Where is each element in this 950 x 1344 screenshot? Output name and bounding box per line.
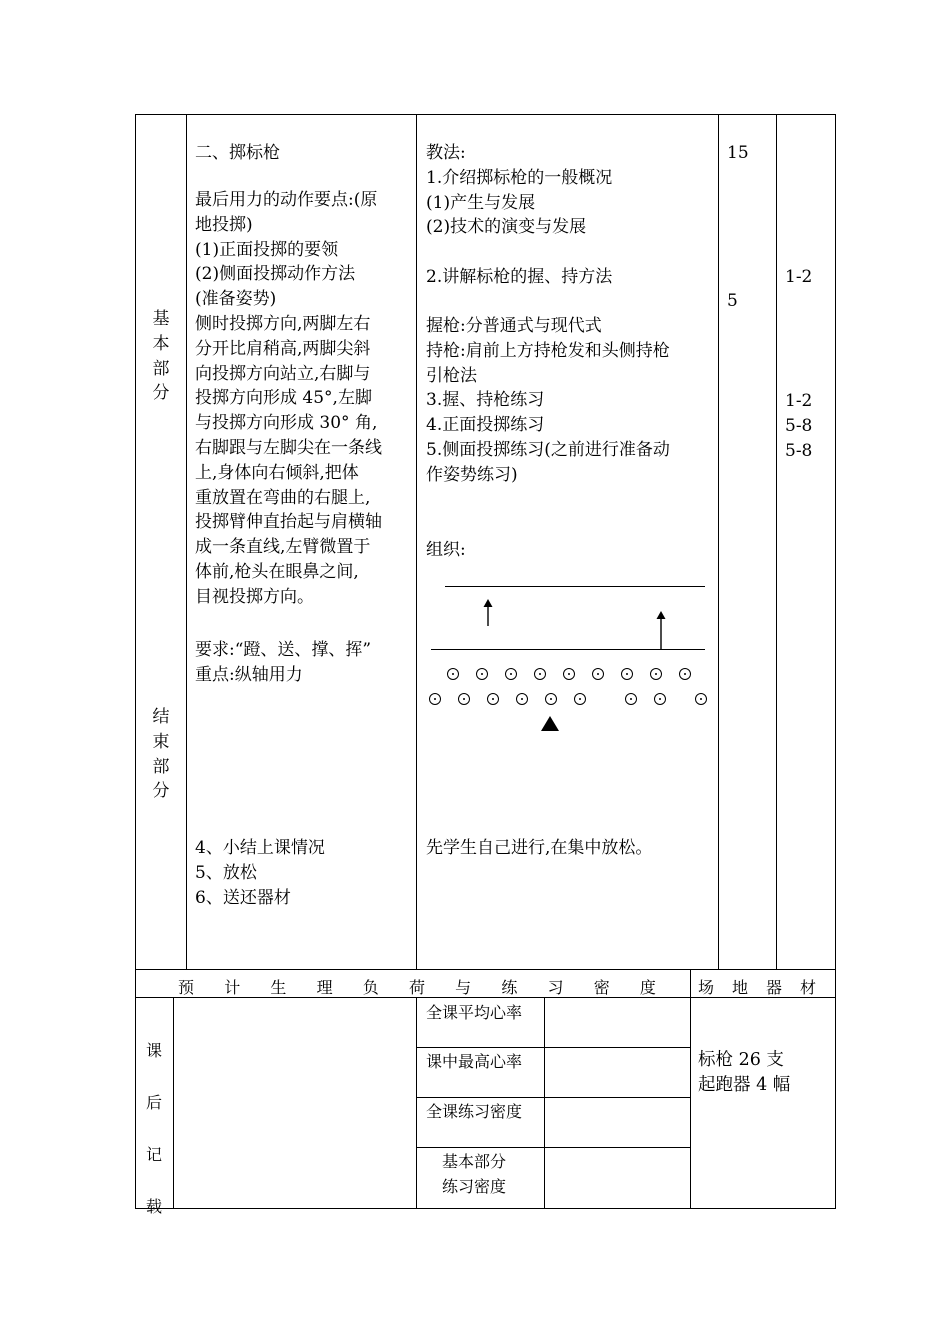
content-body: 最后用力的动作要点:(原 地投掷) (1)正面投掷的要领 (2)侧面投掷动作方法 (准备姿势) 侧时投掷方向,两脚左右 分开比肩稍高,两脚尖斜 向投掷方向站立,右脚与 投掷方向形成 45°,左脚 与投掷方向形成 30° 角, 右脚跟与左脚尖在一条线 上,身体向右倾斜,把体 重放置在弯曲的右腿上, 投掷臂伸直抬起与肩横轴 成一条直线,左臂微置于 体前,枪头在眼鼻之间, 目视投掷方向。 [195,190,382,607]
time-value-2: 5 [727,291,738,311]
arrow-up-icon [655,611,667,651]
time-value-1: 15 [727,143,749,163]
content-end-items: 4、小结上课情况 5、放松 6、送还器材 [195,838,325,908]
arrow-up-icon [482,599,494,627]
section-label-basic: 基 本 部 分 [152,309,170,404]
student-marker-icon [487,693,499,705]
student-marker-icon [516,693,528,705]
footer-header-equipment: 场 地 器 材 [698,978,816,997]
metric-basic-density: 基本部分 练习密度 [442,1152,507,1196]
student-marker-icon [429,693,441,705]
footer-header-load: 预 计 生 理 负 荷 与 练 习 密 度 [178,978,656,997]
student-marker-icon [592,668,604,680]
metric-avg-heart-rate: 全课平均心率 [426,1003,523,1022]
student-marker-icon [621,668,633,680]
reps-value-1: 1-2 [785,267,813,287]
student-marker-icon [574,693,586,705]
student-marker-icon [625,693,637,705]
student-marker-icon [545,693,557,705]
equipment-list: 标枪 26 支 起跑器 4 幅 [698,1050,791,1095]
student-marker-icon [563,668,575,680]
student-marker-icon [695,693,707,705]
metric-practice-density: 全课练习密度 [426,1102,523,1121]
metric-max-heart-rate: 课中最高心率 [426,1052,523,1071]
reps-values: 1-2 5-8 5-8 [785,391,813,461]
method-end-text: 先学生自己进行,在集中放松。 [426,838,653,858]
section-label-end: 结 束 部 分 [152,707,170,802]
after-class-record-label: 课 后 记 载 [145,1041,162,1216]
throw-line-far [445,586,705,587]
content-title: 二、掷标枪 [195,143,280,163]
method-block-a: 教法: 1.介绍掷标枪的一般概况 (1)产生与发展 (2)技术的演变与发展 [426,143,613,238]
method-block-c: 握枪:分普通式与现代式 持枪:肩前上方持枪发和头侧持枪 引枪法 3.握、持枪练习 4.正面投掷练习 5.侧面投掷练习(之前进行准备动 作姿势练习) [426,316,670,485]
teacher-triangle-icon [541,716,559,732]
student-marker-icon [505,668,517,680]
student-marker-icon [679,668,691,680]
student-marker-icon [650,668,662,680]
student-marker-icon [654,693,666,705]
method-organize: 组织: [426,540,466,560]
student-marker-icon [447,668,459,680]
content-requirement: 要求:“蹬、送、撑、挥” 重点:纵轴用力 [195,640,372,685]
student-marker-icon [476,668,488,680]
student-marker-icon [534,668,546,680]
student-marker-icon [458,693,470,705]
method-block-b: 2.讲解标枪的握、持方法 [426,267,613,287]
